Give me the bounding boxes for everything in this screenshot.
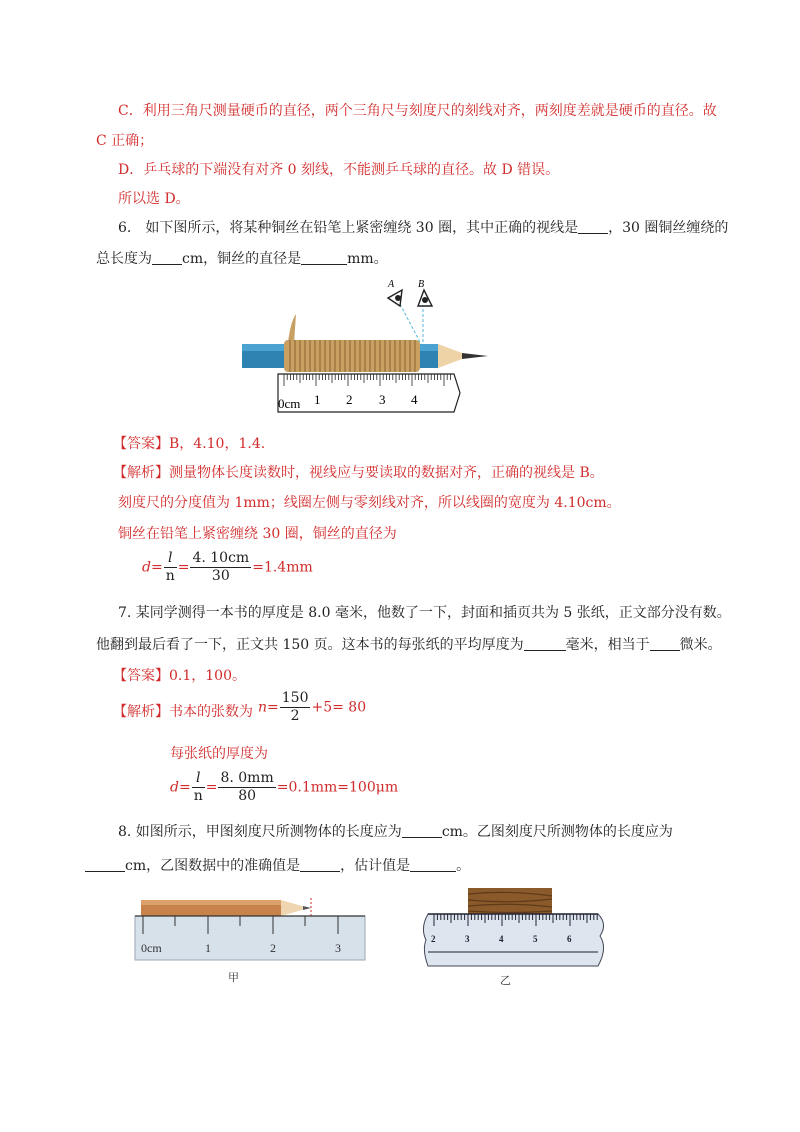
q6-text-e: mm。 — [347, 251, 388, 267]
q6-text-c: 总长度为 — [96, 251, 152, 267]
yi-label-3: 3 — [465, 934, 470, 944]
q7-f1-rest: +5= 80 — [311, 699, 367, 716]
formula-num1: l — [164, 550, 177, 568]
q7-thickness-label: 每张纸的厚度为 — [170, 746, 268, 762]
q6-analysis-line3: 铜丝在铅笔上紧密缠绕 30 圈，铜丝的直径为 — [118, 526, 397, 542]
q8-blank-2 — [85, 857, 125, 872]
ruler-yi — [423, 914, 603, 966]
q6-blank-1 — [578, 219, 608, 234]
ruler-label-0: 0cm — [278, 396, 301, 411]
q7-text-b: 毫米，相当于 — [565, 637, 650, 653]
q7-text-a: 他翻到最后看了一下，正文共 150 页。这本书的每张纸的平均厚度为 — [96, 637, 524, 653]
ruler-label-3: 3 — [379, 392, 386, 407]
q8-text-b: cm。乙图刻度尺所测物体的长度应为 — [441, 824, 673, 840]
q6-blank-3 — [301, 250, 347, 265]
q8-text-a: 8. 如图所示，甲图刻度尺所测物体的长度应为 — [118, 824, 402, 840]
q7-f1-lhs: n= — [258, 699, 279, 716]
q6-text-a: 6. 如下图所示，将某种铜丝在铅笔上紧密缠绕 30 圈，其中正确的视线是 — [118, 220, 579, 236]
q7-f2-eq: = — [205, 779, 218, 796]
formula-num2: 4. 10cm — [192, 550, 250, 566]
yi-label-5: 5 — [533, 934, 538, 944]
q7-line2 — [96, 635, 722, 655]
analysis-d-line: D．乒乓球的下端没有对齐 0 刻线，不能测乒乓球的直径。故 D 错误。 — [118, 162, 560, 178]
figure-yi — [420, 884, 610, 974]
q6-analysis-line1 — [113, 463, 604, 483]
eye-a-label: A — [388, 279, 395, 290]
q8-blank-4 — [410, 857, 456, 872]
q8-line1 — [118, 822, 673, 842]
jia-label-2: 2 — [270, 941, 276, 955]
pencil-coil-figure — [238, 276, 498, 416]
q8-text-c: cm，乙图数据中的准确值是 — [125, 858, 301, 874]
q7-answer — [113, 666, 246, 686]
q7-answer-tag: 【答案】 — [113, 668, 169, 684]
q7-f2-den1: n — [193, 788, 203, 804]
analysis-tag: 【解析】 — [113, 465, 169, 481]
caption-yi: 乙 — [500, 974, 511, 987]
q8-blank-3 — [300, 857, 340, 872]
q8-line2 — [85, 856, 470, 876]
conclusion-line: 所以选 D。 — [118, 191, 190, 207]
q7-analysis-tag: 【解析】 — [113, 704, 169, 720]
formula-den2: 30 — [211, 568, 230, 584]
q7-f2-num2: 8. 0mm — [220, 770, 274, 786]
caption-jia: 甲 — [228, 971, 239, 984]
answer-tag: 【答案】 — [113, 436, 169, 452]
analysis-text: 测量物体长度读数时，视线应与要读取的数据对齐，正确的视线是 B。 — [169, 465, 604, 481]
analysis-c-line1: C．利用三角尺测量硬币的直径，两个三角尺与刻度尺的刻线对齐，两刻度差就是硬币的直径。故 — [118, 103, 717, 119]
figure-jia — [133, 890, 378, 965]
q7-f2-result: =0.1mm=100μm — [276, 779, 399, 796]
ruler-6 — [278, 374, 460, 412]
eye-b-label: B — [418, 279, 425, 290]
q6-line1 — [118, 218, 728, 238]
q7-text-c: 微米。 — [679, 637, 722, 653]
formula-eq: = — [177, 559, 190, 576]
q6-line2 — [96, 249, 388, 269]
q7-formula2 — [170, 770, 398, 805]
q7-blank-2 — [650, 636, 680, 651]
q7-f2-den2: 80 — [238, 788, 257, 804]
q6-answer — [113, 434, 265, 454]
ruler-jia — [135, 916, 365, 960]
q7-f1-num: 150 — [281, 690, 309, 706]
ruler-label-2: 2 — [346, 392, 353, 407]
q6-formula — [142, 550, 313, 585]
formula-den1: n — [165, 568, 175, 584]
q6-analysis-line2: 刻度尺的分度值为 1mm；线圈左侧与零刻线对齐，所以线圈的宽度为 4.10cm。 — [118, 495, 621, 511]
eye-a-icon — [388, 290, 402, 306]
jia-label-3: 3 — [335, 941, 341, 955]
q7-line1: 7. 某同学测得一本书的厚度是 8.0 毫米，他数了一下，封面和插页共为 5 张纸，正文部分没有数。 — [118, 605, 731, 621]
answer-text: B，4.10，1.4. — [169, 436, 266, 452]
q6-text-d: cm，铜丝的直径是 — [182, 251, 302, 267]
ruler-label-1: 1 — [314, 392, 321, 407]
sight-line-a — [400, 304, 422, 346]
q8-text-e: 。 — [456, 858, 471, 874]
q7-analysis — [113, 702, 253, 722]
q6-blank-2 — [152, 250, 182, 265]
eye-b-icon — [418, 290, 432, 306]
q7-analysis-text: 书本的张数为 — [169, 704, 253, 720]
q7-answer-text: 0.1，100。 — [169, 668, 246, 684]
ruler-label-4: 4 — [411, 392, 418, 407]
q8-text-d: ，估计值是 — [340, 858, 411, 874]
q7-blank-1 — [524, 636, 566, 651]
q7-f1-den: 2 — [290, 708, 300, 724]
jia-label-1: 1 — [205, 941, 211, 955]
q7-f2-num1: l — [192, 770, 205, 788]
q7-formula1 — [258, 690, 366, 725]
q8-blank-1 — [402, 823, 442, 838]
yi-label-6: 6 — [567, 934, 572, 944]
jia-label-0: 0cm — [141, 941, 162, 955]
analysis-c-line2: C 正确； — [96, 133, 154, 149]
yi-label-4: 4 — [499, 934, 504, 944]
q7-f2-lhs: d= — [170, 779, 191, 796]
q6-text-b: ，30 圈铜丝缠绕的 — [608, 220, 729, 236]
formula-result: =1.4mm — [252, 559, 313, 576]
yi-label-2: 2 — [431, 934, 436, 944]
formula-lhs: d= — [142, 559, 163, 576]
